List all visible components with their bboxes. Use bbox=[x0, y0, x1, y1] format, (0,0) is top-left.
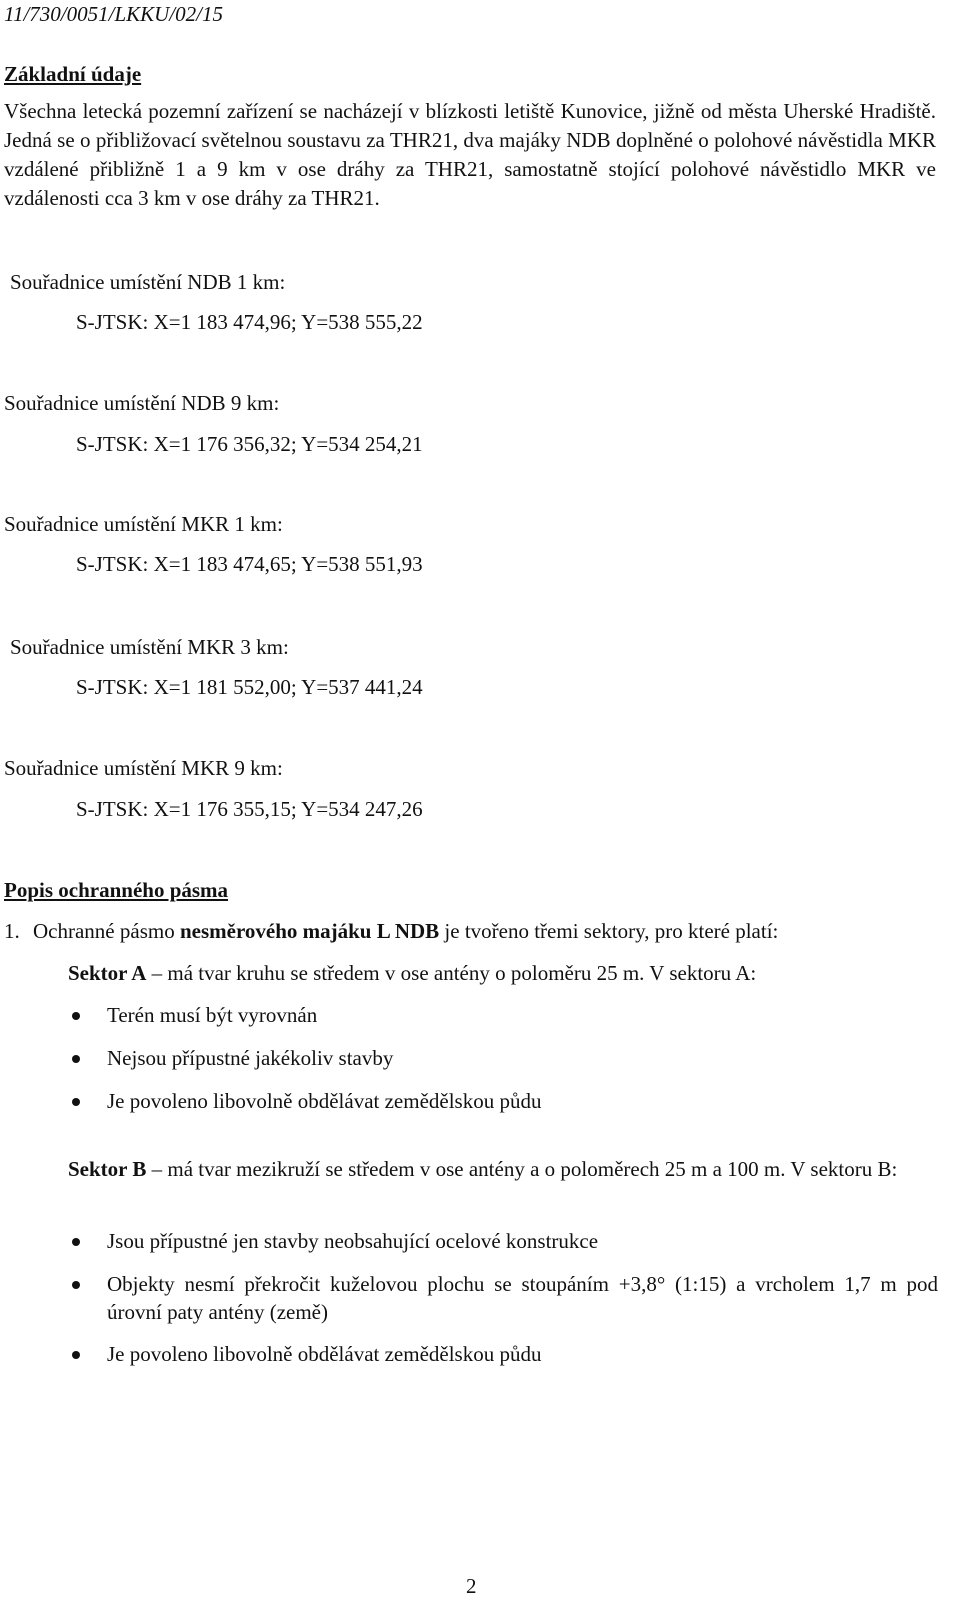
bullet-icon bbox=[72, 1098, 80, 1106]
list-item-text: je tvořeno třemi sektory, pro které platí: bbox=[439, 919, 779, 943]
sector-b-text: – má tvar mezikruží se středem v ose antény a o poloměrech 25 m a 100 m. V sektoru B: bbox=[146, 1157, 898, 1181]
bullet-icon bbox=[72, 1281, 80, 1289]
list-item bbox=[68, 1270, 938, 1328]
coordinate-label: Souřadnice umístění NDB 1 km: bbox=[10, 270, 286, 294]
coordinate-value: S-JTSK: X=1 183 474,65; Y=538 551,93 bbox=[76, 552, 423, 576]
coordinate-value: S-JTSK: X=1 181 552,00; Y=537 441,24 bbox=[76, 675, 423, 699]
bullet-text: Nejsou přípustné jakékoliv stavby bbox=[107, 1046, 394, 1070]
sector-a-description bbox=[68, 959, 938, 987]
sector-b-name: Sektor B bbox=[68, 1157, 147, 1181]
basic-info-paragraph: Všechna letecká pozemní zařízení se nacházejí v blízkosti letiště Kunovice, jižně od města Uherské Hradiště. Jedná se o přibližovací světelnou soustavu za THR21, dva majáky NDB doplněné o polohové návěstidla MKR vzdálené přibližně 1 a 9 km v ose dráhy za THR21, samostatně stojící polohové návěstidlo MKR ve vzdálenosti cca 3 km v ose dráhy za THR21. bbox=[4, 99, 936, 210]
coordinate-label: Souřadnice umístění MKR 9 km: bbox=[4, 756, 283, 780]
coordinate-value: S-JTSK: X=1 176 356,32; Y=534 254,21 bbox=[76, 432, 423, 456]
bullet-icon bbox=[72, 1012, 80, 1020]
sector-b-description bbox=[68, 1155, 938, 1183]
document-reference: 11/730/0051/LKKU/02/15 bbox=[4, 2, 223, 26]
page-number: 2 bbox=[466, 1574, 477, 1598]
coordinate-value: S-JTSK: X=1 176 355,15; Y=534 247,26 bbox=[76, 797, 423, 821]
bullet-icon bbox=[72, 1351, 80, 1359]
coordinate-label: Souřadnice umístění MKR 3 km: bbox=[10, 635, 289, 659]
bullet-text: Je povoleno libovolně obdělávat zemědělskou půdu bbox=[107, 1342, 542, 1366]
bullet-text: Terén musí být vyrovnán bbox=[107, 1003, 318, 1027]
bullet-icon bbox=[72, 1238, 80, 1246]
beacon-name: nesměrového majáku L NDB bbox=[179, 919, 440, 943]
basic-info-heading: Základní údaje bbox=[4, 62, 142, 86]
sector-a-text: – má tvar kruhu se středem v ose antény o poloměru 25 m. V sektoru A: bbox=[146, 961, 757, 985]
bullet-icon bbox=[72, 1055, 80, 1063]
list-item bbox=[68, 1044, 938, 1074]
list-item-1 bbox=[4, 917, 936, 945]
list-item bbox=[68, 1087, 938, 1117]
bullet-text: Jsou přípustné jen stavby neobsahující ocelové konstrukce bbox=[107, 1229, 599, 1253]
coordinate-label: Souřadnice umístění NDB 9 km: bbox=[4, 391, 280, 415]
list-item bbox=[68, 1340, 938, 1370]
coordinate-value: S-JTSK: X=1 183 474,96; Y=538 555,22 bbox=[76, 310, 423, 334]
bullet-text: Je povoleno libovolně obdělávat zemědělskou půdu bbox=[107, 1089, 542, 1113]
bullet-text: Objekty nesmí překročit kuželovou plochu se stoupáním +3,8° (1:15) a vrcholem 1,7 m pod úrovní paty antény (země) bbox=[107, 1272, 938, 1324]
list-number: 1. bbox=[4, 919, 20, 943]
sector-a-name: Sektor A bbox=[68, 961, 147, 985]
list-item bbox=[68, 1001, 938, 1031]
protection-heading: Popis ochranného pásma bbox=[4, 878, 229, 902]
list-item bbox=[68, 1227, 938, 1257]
list-item-text: Ochranné pásmo bbox=[33, 919, 180, 943]
coordinate-label: Souřadnice umístění MKR 1 km: bbox=[4, 512, 283, 536]
